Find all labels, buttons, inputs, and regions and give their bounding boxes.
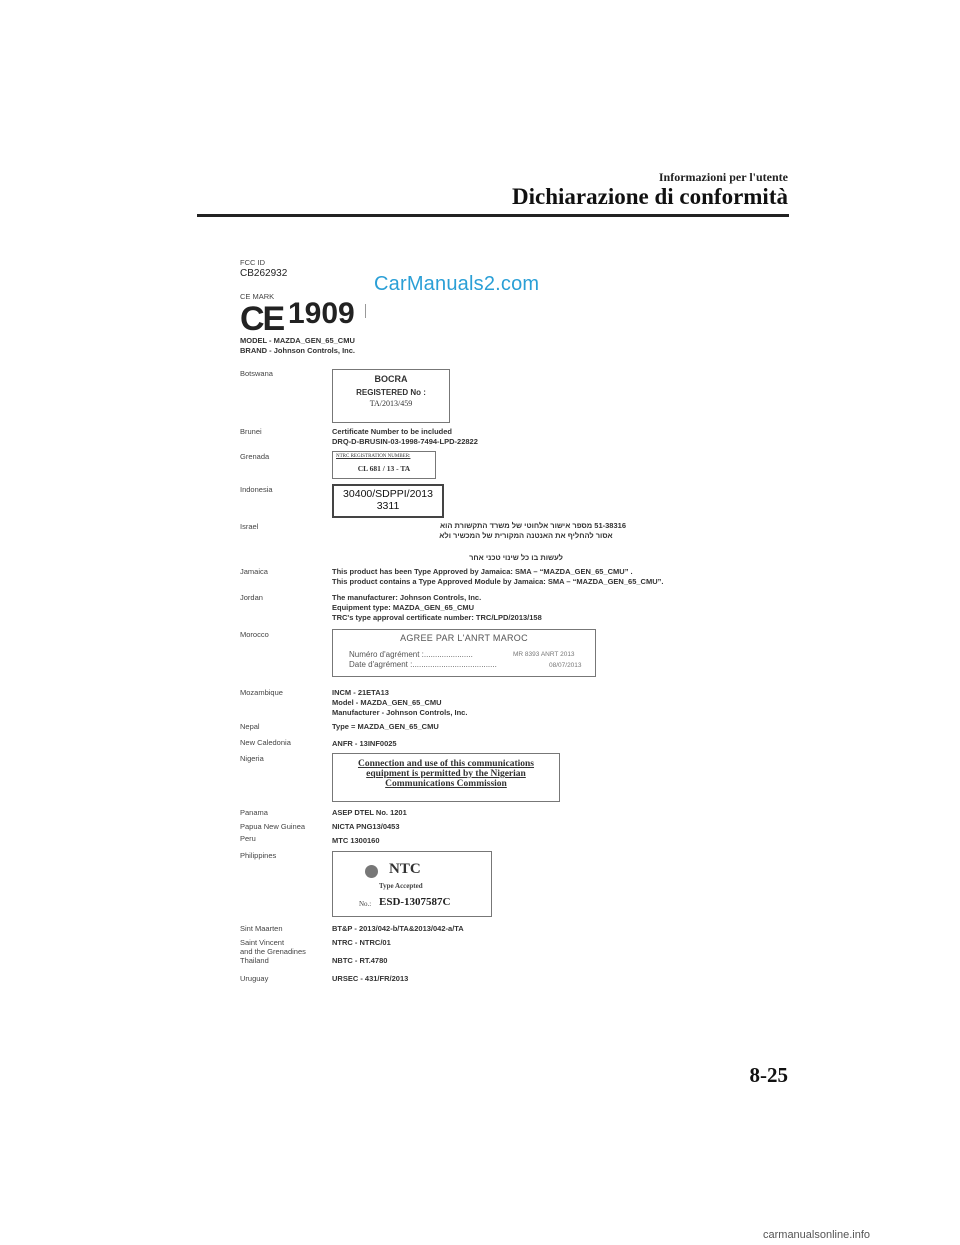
ntc-number: ESD-1307587C [379, 896, 451, 908]
israel-line3: לעשות בו כל שינוי טכני אחר [469, 553, 563, 562]
bocra-number: TA/2013/459 [369, 399, 413, 408]
anrt-date-value: 08/07/2013 [549, 662, 582, 669]
mozambique-line2: Model - MAZDA_GEN_65_CMU [332, 698, 442, 707]
country-label-nigeria: Nigeria [240, 754, 264, 763]
israel-line1: 51-38316 מספר אישור אלחוטי של משרד התקשורת הוא [439, 521, 626, 530]
sdppi-line1: 30400/SDPPI/2013 [343, 488, 433, 500]
country-label-israel: Israel [240, 522, 259, 531]
page-title: Dichiarazione di conformità [512, 184, 788, 209]
country-label-brunei: Brunei [240, 427, 262, 436]
conformity-sheet [240, 250, 730, 990]
header-divider [197, 214, 789, 217]
country-label-saint-vincent-2: and the Grenadines [240, 947, 306, 956]
country-label-nepal: Nepal [240, 722, 260, 731]
ce-mark-logo: CE [240, 300, 284, 338]
ncc-line3: Communications Commission [385, 779, 507, 789]
country-label-morocco: Morocco [240, 630, 269, 639]
jordan-line2: Equipment type: MAZDA_GEN_65_CMU [332, 603, 475, 612]
peru-line1: MTC 1300160 [332, 836, 380, 845]
jamaica-line2: This product contains a Type Approved Module by Jamaica: SMA – “MAZDA_GEN_65_CMU”. [332, 577, 664, 586]
bocra-title: BOCRA [374, 374, 408, 384]
png-line1: NICTA PNG13/0453 [332, 822, 400, 831]
mozambique-line3: Manufacturer - Johnson Controls, Inc. [332, 708, 468, 717]
ntc-no-label: No.: [359, 900, 372, 908]
country-label-saint-vincent: Saint Vincent [240, 938, 285, 947]
ncc-line1: Connection and use of this communications [357, 759, 535, 769]
fcc-label: FCC ID [240, 258, 265, 267]
section-subtitle: Informazioni per l'utente [658, 170, 788, 184]
fcc-value: CB262932 [240, 268, 288, 279]
nepal-line1: Type = MAZDA_GEN_65_CMU [332, 722, 439, 731]
ntc-type-accepted: Type Accepted [379, 882, 423, 890]
country-label-mozambique: Mozambique [240, 688, 283, 697]
country-label-sint-maarten: Sint Maarten [240, 924, 283, 933]
ncc-line2: equipment is permitted by the Nigerian [366, 769, 526, 779]
country-label-panama: Panama [240, 808, 268, 817]
country-label-new-caledonia: New Caledonia [240, 738, 291, 747]
country-label-grenada: Grenada [240, 452, 270, 461]
sdppi-box [332, 484, 444, 518]
thailand-line1: NBTC - RT.4780 [332, 956, 388, 965]
country-label-papua-new-guinea: Papua New Guinea [240, 822, 306, 831]
anrt-num-value: MR 8393 ANRT 2013 [513, 651, 575, 658]
ce-mark-number: 1909 [288, 297, 355, 330]
ntrc-head: NTRC REGISTRATION NUMBER: [336, 454, 411, 459]
country-label-uruguay: Uruguay [240, 974, 269, 983]
jordan-line3: TRC's type approval certificate number: TRC/LPD/2013/158 [332, 613, 542, 622]
country-label-thailand: Thailand [240, 956, 269, 965]
ntc-seal-icon [365, 865, 378, 878]
ce-mark-alert-sign [365, 304, 366, 318]
ntc-box [332, 851, 492, 917]
country-label-indonesia: Indonesia [240, 485, 273, 494]
anrt-box [332, 629, 596, 677]
panama-line1: ASEP DTEL No. 1201 [332, 808, 407, 817]
sdppi-line2: 3311 [376, 500, 400, 512]
brand-line: BRAND - Johnson Controls, Inc. [240, 346, 355, 355]
ntrc-box [332, 451, 436, 479]
bocra-box [332, 369, 450, 423]
new-caledonia-line1: ANFR - 13INF0025 [332, 739, 397, 748]
jamaica-line1: This product has been Type Approved by Jamaica: SMA – “MAZDA_GEN_65_CMU” . [332, 567, 633, 576]
ncc-box [332, 753, 560, 802]
anrt-num-label: Numéro d'agrément :...................... [349, 650, 473, 659]
country-label-jordan: Jordan [240, 593, 263, 602]
uruguay-line1: URSEC - 431/FR/2013 [332, 974, 409, 983]
ce-mark-label: CE MARK [240, 292, 275, 301]
saint-vincent-line1: NTRC - NTRC/01 [332, 938, 391, 947]
anrt-title: AGREE PAR L'ANRT MAROC [400, 633, 528, 643]
country-label-philippines: Philippines [240, 851, 277, 860]
country-label-jamaica: Jamaica [240, 567, 268, 576]
jordan-line1: The manufacturer: Johnson Controls, Inc. [332, 593, 482, 602]
ntc-title: NTC [389, 861, 421, 877]
brunei-line2: DRQ-D-BRUSIN-03-1998-7494-LPD-22822 [332, 437, 478, 446]
country-label-peru: Peru [240, 834, 256, 843]
page-number: 8-25 [749, 1063, 788, 1087]
sint-maarten-line1: BT&P - 2013/042-b/TA&2013/042-a/TA [332, 924, 464, 933]
watermark-top[interactable]: CarManuals2.com [374, 273, 540, 295]
country-label-botswana: Botswana [240, 369, 273, 378]
model-line: MODEL - MAZDA_GEN_65_CMU [240, 336, 355, 345]
ntrc-value: CL 681 / 13 - TA [357, 464, 411, 473]
anrt-date-label: Date d'agrément :...................................... [349, 660, 497, 669]
israel-line2: אסור להחליף את האנטנה המקורית של המכשיר ולא [439, 531, 613, 540]
mozambique-line1: INCM - 21ETA13 [332, 688, 389, 697]
bocra-registered: REGISTERED No : [356, 388, 426, 397]
brunei-line1: Certificate Number to be included [332, 427, 453, 436]
watermark-bottom[interactable]: carmanualsonline.info [763, 1229, 871, 1241]
